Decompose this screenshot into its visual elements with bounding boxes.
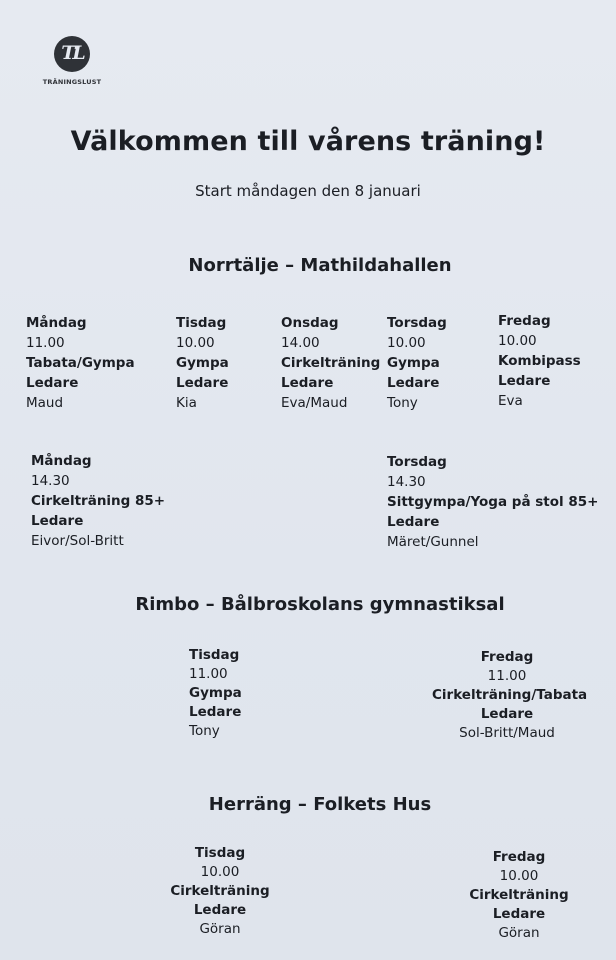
- class-time: 10.00: [176, 335, 215, 351]
- class-time: 14.30: [387, 474, 426, 490]
- logo: [42, 36, 102, 86]
- class-day: Tisdag: [189, 647, 240, 663]
- class-time: 11.00: [26, 335, 65, 351]
- leader-label: Ledare: [176, 375, 229, 391]
- class-day: Måndag: [31, 453, 92, 469]
- class-time: 11.00: [189, 666, 228, 682]
- class-activity: Tabata/Gympa: [26, 355, 135, 371]
- class-time: 14.30: [31, 473, 70, 489]
- leader-label: Ledare: [387, 514, 440, 530]
- class-activity: Cirkelträning: [469, 887, 569, 903]
- leader-label: Ledare: [26, 375, 79, 391]
- class-activity: Cirkelträning: [170, 883, 270, 899]
- class-leader: Eva/Maud: [281, 395, 348, 411]
- logo-mark-icon: TL: [54, 36, 90, 72]
- class-card: [498, 311, 581, 411]
- class-activity: Sittgympa/Yoga på stol 85+: [387, 494, 599, 510]
- class-leader: Tony: [387, 395, 418, 411]
- leader-label: Ledare: [498, 373, 551, 389]
- leader-label: Ledare: [387, 375, 440, 391]
- class-day: Tisdag: [194, 845, 246, 861]
- class-time: 11.00: [487, 668, 527, 684]
- leader-label: Ledare: [480, 706, 534, 722]
- class-card: [31, 451, 165, 551]
- class-time: 10.00: [499, 868, 539, 884]
- class-leader: Eva: [498, 393, 523, 409]
- class-card: [387, 452, 598, 552]
- class-time: 14.00: [281, 335, 320, 351]
- class-card: [189, 645, 242, 740]
- page-title: Välkommen till vårens träning!: [70, 126, 546, 157]
- class-leader: Tony: [189, 723, 220, 739]
- class-leader: Eivor/Sol-Britt: [31, 533, 124, 549]
- page-subtitle: Start måndagen den 8 januari: [195, 182, 421, 200]
- class-card: [387, 313, 447, 413]
- leader-label: Ledare: [281, 375, 334, 391]
- class-card: [281, 313, 380, 413]
- class-activity: Gympa: [176, 355, 229, 371]
- class-card: [166, 843, 274, 938]
- class-leader: Maud: [26, 395, 64, 411]
- leader-label: Ledare: [193, 902, 247, 918]
- class-activity: Cirkelträning: [281, 355, 381, 371]
- class-time: 10.00: [498, 333, 537, 349]
- class-activity: Gympa: [189, 685, 242, 701]
- class-day: Onsdag: [281, 315, 339, 331]
- class-time: 10.00: [200, 864, 240, 880]
- class-card: [26, 313, 135, 413]
- class-time: 10.00: [387, 335, 426, 351]
- class-day: Tisdag: [176, 315, 227, 331]
- class-activity: Cirkelträning 85+: [31, 493, 166, 509]
- leader-label: Ledare: [31, 513, 84, 529]
- class-leader: Kia: [176, 395, 197, 411]
- class-day: Fredag: [498, 313, 551, 329]
- section-heading-herrang: Herräng – Folkets Hus: [208, 794, 432, 815]
- class-leader: Göran: [498, 925, 540, 941]
- class-activity: Kombipass: [498, 353, 581, 369]
- class-day: Fredag: [492, 849, 546, 865]
- class-card: [465, 847, 573, 942]
- leader-label: Ledare: [189, 704, 242, 720]
- class-day: Torsdag: [387, 454, 447, 470]
- class-day: Fredag: [480, 649, 534, 665]
- class-card: [176, 313, 229, 413]
- section-heading-norrtalje: Norrtälje – Mathildahallen: [188, 255, 452, 276]
- class-card: [432, 647, 588, 742]
- class-leader: Göran: [199, 921, 241, 937]
- class-leader: Sol-Britt/Maud: [459, 725, 555, 741]
- class-day: Torsdag: [387, 315, 447, 331]
- class-activity: Gympa: [387, 355, 440, 371]
- leader-label: Ledare: [492, 906, 546, 922]
- class-leader: Märet/Gunnel: [387, 534, 479, 550]
- section-heading-rimbo: Rimbo – Bålbroskolans gymnastiksal: [135, 594, 505, 615]
- class-day: Måndag: [26, 315, 87, 331]
- logo-text: TRÄNINGSLUST: [42, 78, 102, 86]
- class-activity: Cirkelträning/Tabata: [432, 687, 588, 703]
